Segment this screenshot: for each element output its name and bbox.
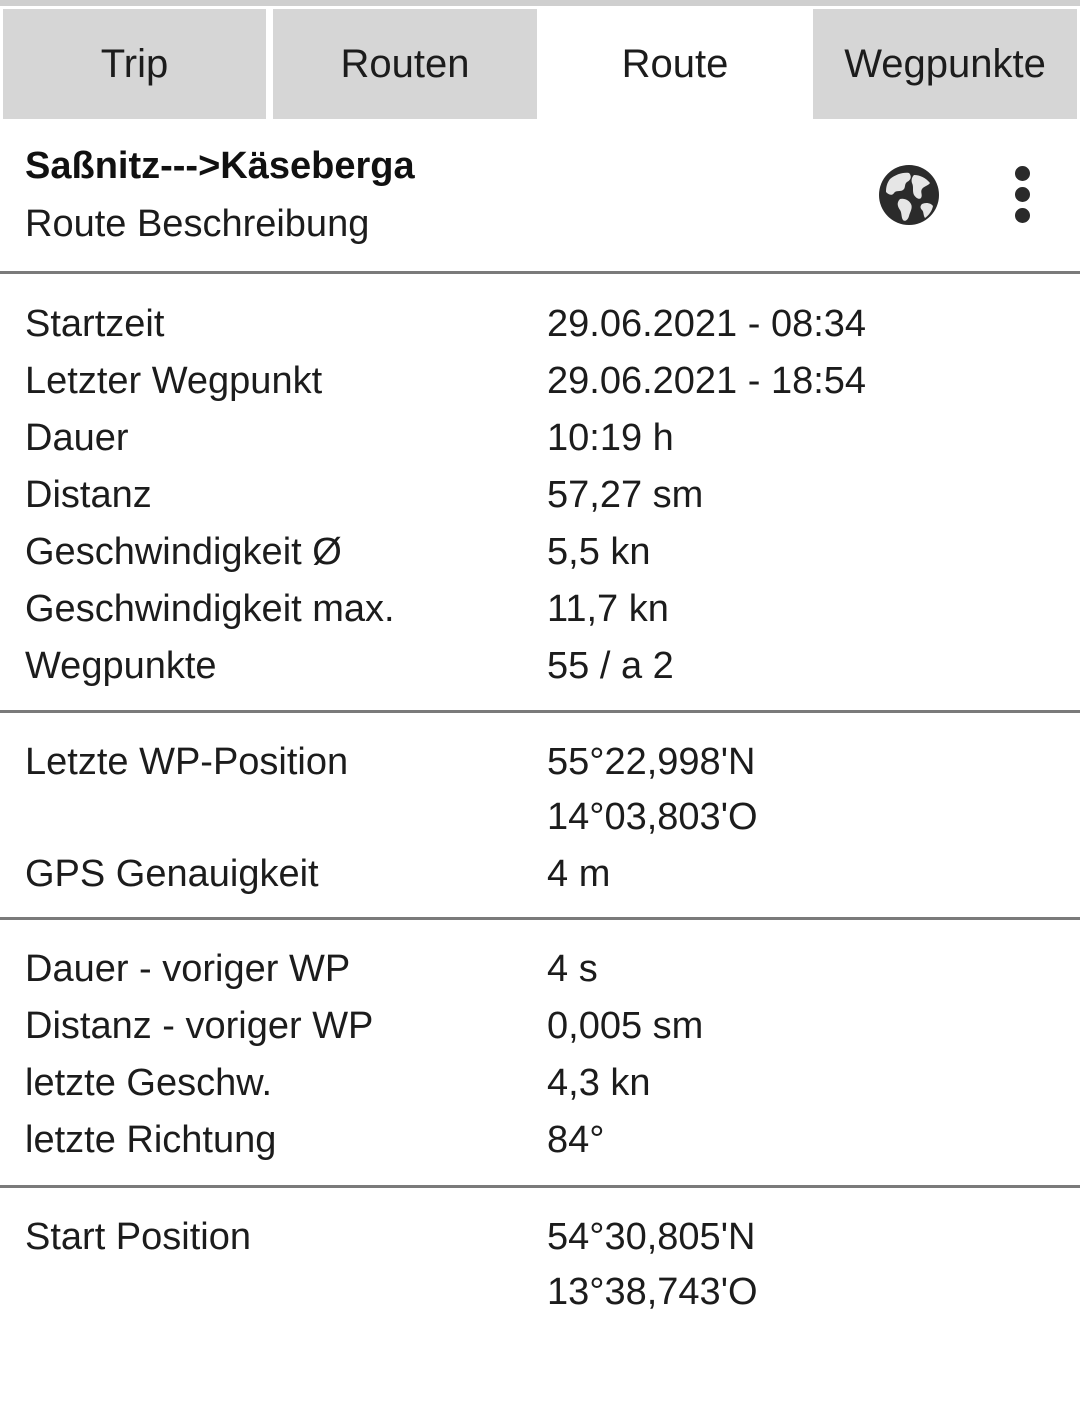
menu-dot [1015, 166, 1030, 181]
start-position-section [0, 1209, 1080, 1321]
row-value: 0,005 sm [547, 1005, 704, 1047]
row-label: Dauer [25, 417, 129, 459]
tab-routen[interactable]: Routen [273, 9, 537, 119]
row-value: 4,3 kn [547, 1062, 651, 1104]
row-letzte-richtung [0, 1112, 1080, 1169]
latitude-value: 54°30,805'N [547, 1216, 756, 1258]
row-value: 4 s [547, 948, 598, 990]
row-label: Dauer - voriger WP [25, 948, 351, 990]
divider [0, 710, 1080, 713]
row-letzte-wp-position [0, 734, 1080, 846]
row-dauer [0, 410, 1080, 467]
row-label: Wegpunkte [25, 645, 217, 687]
previous-waypoint-section [0, 941, 1080, 1169]
row-label: Startzeit [25, 303, 165, 345]
row-value: 4 m [547, 853, 611, 895]
row-label: Start Position [25, 1216, 251, 1258]
row-value: 84° [547, 1119, 605, 1161]
route-header [0, 120, 1080, 272]
row-dauer-voriger-wp [0, 941, 1080, 998]
row-geschwindigkeit-avg [0, 524, 1080, 581]
tab-trip[interactable]: Trip [3, 9, 266, 119]
route-title: Saßnitz--->Käseberga [25, 145, 415, 187]
more-vert-icon[interactable] [998, 160, 1048, 230]
row-distanz [0, 467, 1080, 524]
row-distanz-voriger-wp [0, 998, 1080, 1055]
row-value: 57,27 sm [547, 474, 704, 516]
menu-dot [1015, 187, 1030, 202]
latitude-value: 55°22,998'N [547, 741, 756, 783]
row-label: letzte Richtung [25, 1119, 277, 1161]
row-value: 55 / a 2 [547, 645, 674, 687]
longitude-value: 13°38,743'O [547, 1271, 758, 1313]
summary-section [0, 296, 1080, 695]
row-value: 10:19 h [547, 417, 674, 459]
divider [0, 271, 1080, 274]
row-letzte-geschw [0, 1055, 1080, 1112]
divider [0, 1185, 1080, 1188]
globe-icon[interactable] [876, 162, 942, 228]
row-label: Distanz - voriger WP [25, 1005, 374, 1047]
tab-wegpunkte[interactable]: Wegpunkte [813, 9, 1077, 119]
row-value: 29.06.2021 - 08:34 [547, 303, 867, 345]
row-geschwindigkeit-max [0, 581, 1080, 638]
row-label: GPS Genauigkeit [25, 853, 319, 895]
row-label: letzte Geschw. [25, 1062, 273, 1104]
row-label: Letzte WP-Position [25, 741, 349, 783]
row-label: Geschwindigkeit max. [25, 588, 395, 630]
row-startzeit [0, 296, 1080, 353]
row-wegpunkte [0, 638, 1080, 695]
longitude-value: 14°03,803'O [547, 796, 758, 838]
route-description: Route Beschreibung [25, 203, 370, 245]
row-gps-genauigkeit [0, 846, 1080, 903]
last-position-section [0, 734, 1080, 903]
row-label: Letzter Wegpunkt [25, 360, 323, 402]
row-start-position [0, 1209, 1080, 1321]
row-value: 29.06.2021 - 18:54 [547, 360, 867, 402]
row-value: 11,7 kn [547, 588, 669, 630]
row-label: Geschwindigkeit Ø [25, 531, 342, 573]
row-letzter-wegpunkt [0, 353, 1080, 410]
divider [0, 917, 1080, 920]
menu-dot [1015, 208, 1030, 223]
tab-route[interactable]: Route [543, 9, 807, 119]
tab-bar [0, 6, 1080, 120]
row-value: 5,5 kn [547, 531, 651, 573]
row-label: Distanz [25, 474, 152, 516]
